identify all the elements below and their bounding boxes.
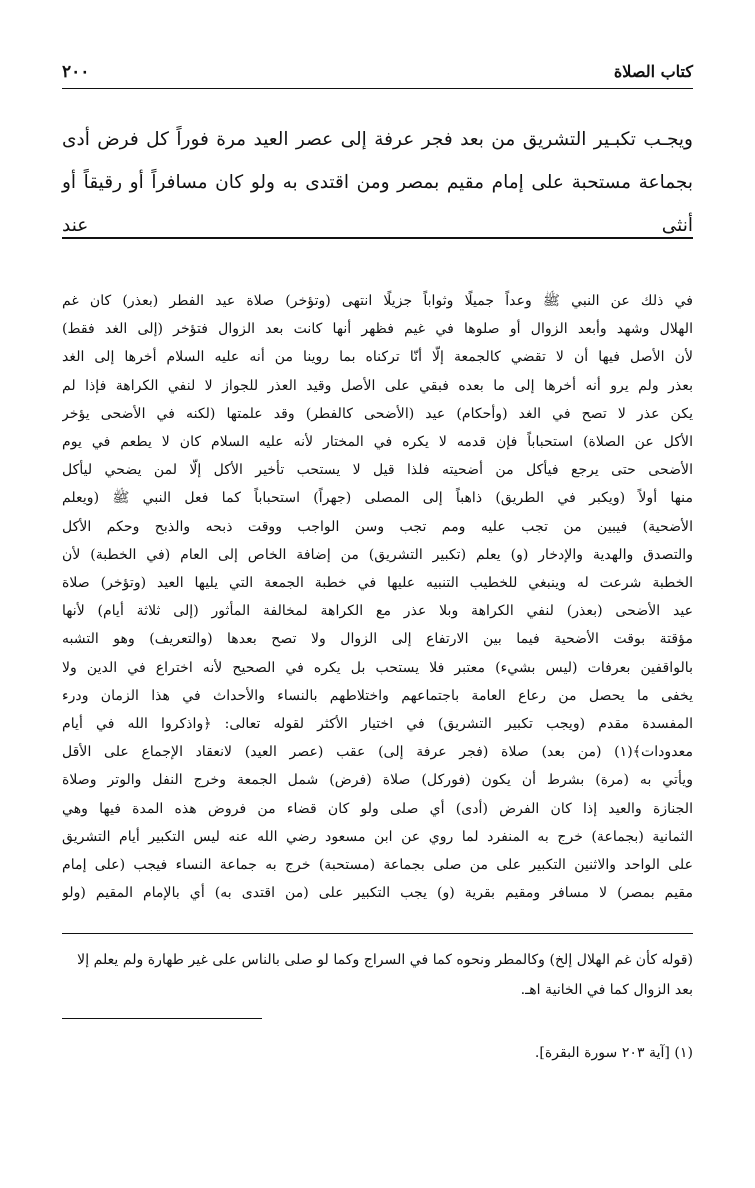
sharh-line: في ذلك عن النبي ﷺ وعداً جميلًا وثواباً جزيلًا انتهى (وتؤخر) صلاة عيد الفطر (بعذر) كان غم [62, 293, 693, 309]
matn-line: بجماعة مستحبة على إمام مقيم بمصر ومن اقتدى به ولو كان مسافراً أو رقيقاً أو أنثى عند [62, 172, 693, 236]
chapter-title: كتاب الصلاة [613, 62, 693, 81]
sharh-line: الهلال وشهد وأبعد الزوال أو صلوها في غيم فظهر أنها كانت بعد الزوال فتؤخر (إلى الغد فقط) [62, 321, 693, 338]
hashiya-separator-rule [62, 933, 693, 934]
sharh-line: منها أولاً (ويكبر في الطريق) ذاهباً إلى المصلى (جهراً) استحباباً كما فعل النبي ﷺ (ويعلم [62, 490, 693, 507]
sharh-line: الجنازة والعيد إذا كان الفرض (أدى) أي صلى ولو كان قضاء من فروض هذه المدة فيها وهي [62, 800, 693, 817]
header-rule [62, 88, 693, 89]
matn-line: ويجـب تكبـير التشريق من بعد فجر عرفة إلى عصر العيد مرة فوراً كل فرض أدى [62, 129, 693, 150]
sharh-line: والتصدق والهدية والإدخار (و) يعلم (تكبير التشريق) من إضافة الخاص إلى العام (في الخطبة) لأن [62, 546, 693, 563]
sharh-line: الخطبة شرعت له وينبغي للخطيب التنبيه عليها في خطبة الجمعة التي يليها العيد (وتؤخر) صلاة [62, 575, 693, 592]
sharh-line: الأضحية) فيبين من تجب عليه ومم تجب وسن الواجب ووقت ذبحه والذبح وحكم الأكل [62, 518, 693, 535]
sharh-line: المفسدة مقدم (ويجب تكبير التشريق) في اختيار الأكثر لقوله تعالى: ﴿واذكروا الله في أيام [62, 716, 693, 733]
sharh-line: الثمانية (بجماعة) خرج به المنفرد لما روي عن ابن مسعود رضي الله عنه ليس التكبير أيام التشريق [62, 828, 693, 845]
matn-text [62, 118, 693, 247]
sharh-line: مقيم بمصر) لا مسافر ومقيم بقرية (و) يجب التكبير على (من اقتدى به) أي بالإمام المقيم (ولو [62, 885, 693, 902]
sharh-line: يخفى ما يحصل من رعاع العامة باجتماعهم واختلاطهم بالنساء والأحداث في هذا الزمان ودرء [62, 687, 693, 704]
sharh-line: ويأتي به (مرة) بشرط أن يكون (فوركل) صلاة (فرض) شمل الجمعة وخرج النفل والوتر وصلاة [62, 772, 693, 789]
sharh-line: لأن الأصل فيها أن لا تقضي كالجمعة إلّا أنّا تركناه بما روينا من أنه عليه السلام أخرها إلى الغد [62, 349, 693, 366]
sharh-line: على الواحد والاثنين التكبير على من صلى بجماعة (مستحبة) خرج به جماعة النساء فيجب (على إمام [62, 857, 693, 874]
sharh-line: الأكل عن الصلاة) استحباباً فإن قدمه لا يكره في المختار لأنه عليه السلام كان لا يطعم في يوم [62, 434, 693, 451]
page-header [62, 62, 693, 88]
hashiya-note [62, 945, 693, 1005]
page-number: ٢٠٠ [62, 62, 90, 82]
hashiya-line: (قوله كأن غم الهلال إلخ) وكالمطر ونحوه كما في السراج وكما لو صلى بالناس على غير طهارة ولم يعلم إلا [77, 952, 693, 968]
matn-separator-rule [62, 237, 693, 239]
footnote: (١) [آية ٢٠٣ سورة البقرة]. [534, 1045, 693, 1061]
sharh-line: يكن عذر لا تصح في الغد (وأحكام) عيد (الأضحى كالفطر) وقد علمتها (لكنه في الأضحى يؤخر [62, 405, 693, 422]
sharh-line: بالواقفين بعرفات (ليس بشيء) معتبر فلا يستحب بل يكره في الصحيح لأنه اختراع في الدين ولا [62, 659, 693, 676]
sharh-line: مؤقتة بوقت الأضحية فيما بين الارتفاع إلى الزوال ولا تصح بعدها (والتعريف) وهو التشبه [62, 631, 693, 648]
sharh-line: بعذر ولم يرو أنه أخرها إلى ما بعده فبقي على الأصل وقيد العذر للجواز لا لنفي الكراهة فإذا لم [62, 377, 693, 394]
sharh-line: معدودات﴾(١) (من بعد) صلاة (فجر عرفة إلى) عقب (عصر العيد) لانعقاد الإجماع على الأقل [62, 744, 693, 761]
sharh-line: الأضحى حتى يرجع فيأكل من أضحيته فلذا قيل لا يستحب تأخير الأكل إلّا لمن يضحي ليأكل [62, 462, 693, 479]
sharh-line: عيد الأضحى (بعذر) لنفي الكراهة وبلا عذر مع الكراهة لمخالفة المأثور (إلى ثلاثة أيام) لأنها [62, 603, 693, 620]
footnote-separator-rule [62, 1018, 262, 1019]
hashiya-line: بعد الزوال كما في الخانية اهـ. [520, 982, 693, 998]
sharh-commentary [62, 287, 693, 907]
